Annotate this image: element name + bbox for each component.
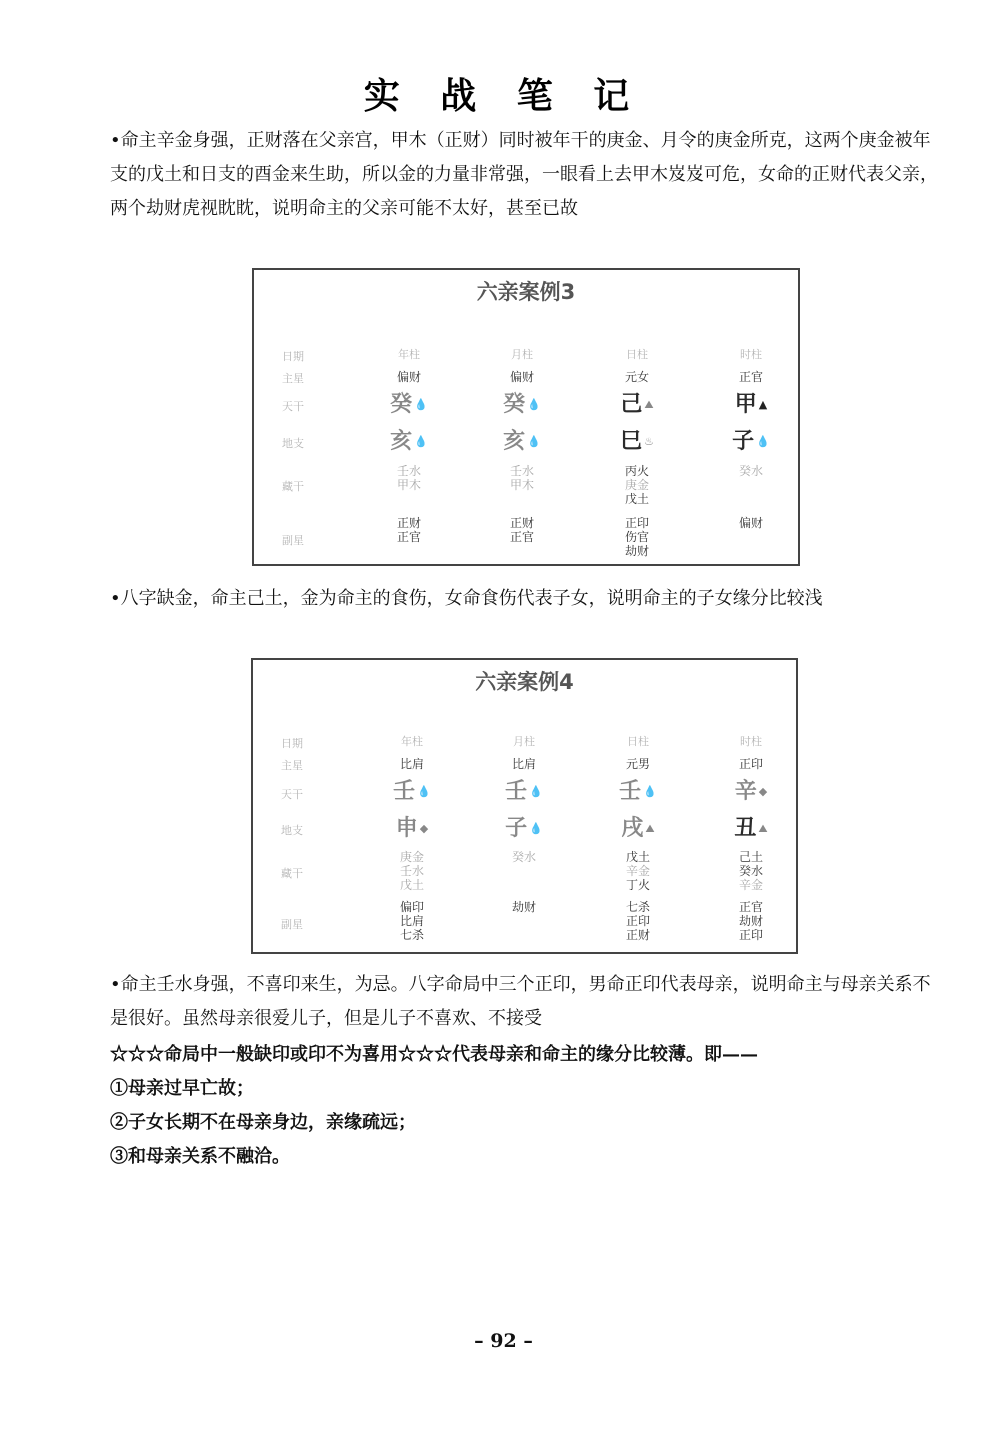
hidden-stem: 壬水 xyxy=(396,464,421,478)
stem-char: 癸 xyxy=(503,392,526,417)
branch-hour xyxy=(706,429,796,455)
branch-char: 戌 xyxy=(621,816,644,841)
branch-char: 申 xyxy=(395,816,418,841)
hidden-stem: 戊土 xyxy=(399,878,424,892)
hidden-stem: 丙火 xyxy=(624,464,649,478)
row-label-stem: 天干 xyxy=(282,400,304,413)
row-label-main-star: 主星 xyxy=(282,372,304,385)
hidden-stem: 己土 xyxy=(738,850,763,864)
sub-stars-month xyxy=(477,516,567,544)
hidden-stem: 丁火 xyxy=(625,878,650,892)
hidden-stem: 癸水 xyxy=(511,850,536,864)
row-label-branch: 地支 xyxy=(281,824,303,837)
metal-icon: ◆ xyxy=(419,822,429,835)
sub-star: 正财 xyxy=(625,928,650,942)
main-star-day: 元女 xyxy=(624,370,649,384)
branch-char: 子 xyxy=(505,816,528,841)
hidden-stem: 辛金 xyxy=(738,878,763,892)
pillar-header-day: 日柱 xyxy=(627,735,649,748)
branch-month xyxy=(477,429,567,455)
water-icon: 💧 xyxy=(414,398,428,411)
stem-char: 壬 xyxy=(505,779,528,804)
pillar-header-month: 月柱 xyxy=(513,735,535,748)
sub-stars-day xyxy=(593,900,683,942)
hidden-stems-hour xyxy=(706,850,796,892)
branch-hour xyxy=(706,816,796,842)
stem-month xyxy=(477,392,567,418)
page-number: – 92 – xyxy=(474,1330,533,1352)
hidden-stem: 庚金 xyxy=(399,850,424,864)
paragraph-children: •八字缺金，命主己土，金为命主的食伤，女命食伤代表子女，说明命主的子女缘分比较浅 xyxy=(110,588,823,609)
pillar-header-month: 月柱 xyxy=(511,348,533,361)
pillar-header-hour: 时柱 xyxy=(740,348,762,361)
branch-month xyxy=(479,816,569,842)
sub-star: 劫财 xyxy=(511,900,536,914)
note-line-3: ②子女长期不在母亲身边，亲缘疏远； xyxy=(110,1112,416,1133)
hidden-stem: 甲木 xyxy=(509,478,534,492)
pillar-header-day: 日柱 xyxy=(626,348,648,361)
sub-stars-hour xyxy=(706,516,796,530)
stem-month xyxy=(479,779,569,805)
stem-day xyxy=(593,779,683,805)
sub-star: 七杀 xyxy=(399,928,424,942)
sub-star: 正印 xyxy=(625,914,650,928)
hidden-stem: 癸水 xyxy=(738,464,763,478)
row-label-date: 日期 xyxy=(281,737,303,750)
stem-char: 壬 xyxy=(619,779,642,804)
row-label-main-star: 主星 xyxy=(281,759,303,772)
note-line-2: ①母亲过早亡故； xyxy=(110,1078,254,1099)
stem-day xyxy=(592,392,682,418)
stem-char: 癸 xyxy=(390,392,413,417)
wood-icon: ▲ xyxy=(758,398,768,411)
row-label-hidden: 藏干 xyxy=(281,867,303,880)
main-star-year: 比肩 xyxy=(399,757,424,771)
stem-hour xyxy=(706,779,796,805)
earth-icon: ⛰ xyxy=(644,398,654,411)
hidden-stems-year xyxy=(367,850,457,892)
sub-star: 偏印 xyxy=(399,900,424,914)
hidden-stem: 戊土 xyxy=(624,492,649,506)
paragraph-father: •命主辛金身强，正财落在父亲宫，甲木（正财）同时被年干的庚金、月令的庚金所克，这两个庚金被年支的戊土和日支的酉金来生助，所以金的力量非常强，一眼看上去甲木岌岌可危，女命的正财代表父亲，两个劫财虎视眈眈，说明命主的父亲可能不太好，甚至已故 xyxy=(110,130,938,219)
row-label-stem: 天干 xyxy=(281,788,303,801)
branch-char: 亥 xyxy=(390,429,413,454)
branch-year xyxy=(367,816,457,842)
sub-star: 比肩 xyxy=(399,914,424,928)
sub-star: 正财 xyxy=(396,516,421,530)
branch-day xyxy=(593,816,683,842)
sub-star: 七杀 xyxy=(625,900,650,914)
hidden-stems-day xyxy=(592,464,682,506)
branch-char: 子 xyxy=(732,429,755,454)
hidden-stems-month xyxy=(479,850,569,864)
pillar-header-hour: 时柱 xyxy=(740,735,762,748)
hidden-stem: 癸水 xyxy=(738,864,763,878)
sub-stars-year xyxy=(367,900,457,942)
row-label-date: 日期 xyxy=(282,350,304,363)
sub-star: 正印 xyxy=(738,928,763,942)
sub-star: 正印 xyxy=(624,516,649,530)
water-icon: 💧 xyxy=(527,435,541,448)
water-icon: 💧 xyxy=(529,822,543,835)
metal-icon: ◆ xyxy=(758,785,768,798)
water-icon: 💧 xyxy=(756,435,770,448)
hidden-stems-hour xyxy=(706,464,796,478)
row-label-sub-star: 副星 xyxy=(282,534,304,547)
paragraph-mother: •命主壬水身强，不喜印来生，为忌。八字命局中三个正印，男命正印代表母亲，说明命主与母亲关系不是很好。虽然母亲很爱儿子，但是儿子不喜欢、不接受 xyxy=(110,974,931,1029)
main-star-year: 偏财 xyxy=(396,370,421,384)
stem-char: 己 xyxy=(620,392,643,417)
water-icon: 💧 xyxy=(643,785,657,798)
page-title: 实 战 笔 记 xyxy=(363,75,644,117)
branch-char: 丑 xyxy=(734,816,757,841)
hidden-stems-day xyxy=(593,850,683,892)
branch-day xyxy=(592,429,682,455)
branch-year xyxy=(364,429,454,455)
row-label-branch: 地支 xyxy=(282,437,304,450)
hidden-stem: 戊土 xyxy=(625,850,650,864)
sub-star: 劫财 xyxy=(738,914,763,928)
main-star-hour: 正印 xyxy=(738,757,763,771)
water-icon: 💧 xyxy=(417,785,431,798)
sub-star: 偏财 xyxy=(738,516,763,530)
water-icon: 💧 xyxy=(529,785,543,798)
note-block xyxy=(110,1038,945,1174)
main-star-month: 偏财 xyxy=(509,370,534,384)
sub-star: 伤官 xyxy=(624,530,649,544)
sub-star: 劫财 xyxy=(624,544,649,558)
hidden-stem: 甲木 xyxy=(396,478,421,492)
hidden-stem: 庚金 xyxy=(624,478,649,492)
hidden-stems-year xyxy=(364,464,454,492)
stem-char: 甲 xyxy=(734,392,757,417)
sub-star: 正官 xyxy=(509,530,534,544)
stem-year xyxy=(364,392,454,418)
row-label-sub-star: 副星 xyxy=(281,918,303,931)
note-line-1: ☆☆☆命局中一般缺印或印不为喜用☆☆☆代表母亲和命主的缘分比较薄。即—— xyxy=(110,1044,758,1065)
stem-hour xyxy=(706,392,796,418)
sub-stars-year xyxy=(364,516,454,544)
water-icon: 💧 xyxy=(414,435,428,448)
earth-icon: ⛰ xyxy=(645,822,655,835)
sub-star: 正财 xyxy=(509,516,534,530)
branch-char: 巳 xyxy=(620,429,643,454)
branch-char: 亥 xyxy=(503,429,526,454)
hidden-stems-month xyxy=(477,464,567,492)
water-icon: 💧 xyxy=(527,398,541,411)
stem-year xyxy=(367,779,457,805)
pillar-header-year: 年柱 xyxy=(398,348,420,361)
pillar-header-year: 年柱 xyxy=(401,735,423,748)
chart-case-3 xyxy=(252,268,800,566)
sub-stars-month xyxy=(479,900,569,914)
row-label-hidden: 藏干 xyxy=(282,480,304,493)
sub-star: 正官 xyxy=(396,530,421,544)
chart-title: 六亲案例3 xyxy=(476,280,576,304)
sub-stars-hour xyxy=(706,900,796,942)
main-star-day: 元男 xyxy=(625,757,650,771)
hidden-stem: 壬水 xyxy=(399,864,424,878)
main-star-hour: 正官 xyxy=(738,370,763,384)
sub-star: 正官 xyxy=(738,900,763,914)
chart-case-4 xyxy=(251,658,798,954)
sub-stars-day xyxy=(592,516,682,558)
hidden-stem: 辛金 xyxy=(625,864,650,878)
main-star-month: 比肩 xyxy=(511,757,536,771)
earth-icon: ⛰ xyxy=(758,822,768,835)
hidden-stem: 壬水 xyxy=(509,464,534,478)
note-line-4: ③和母亲关系不融洽。 xyxy=(110,1146,290,1167)
stem-char: 壬 xyxy=(393,779,416,804)
stem-char: 辛 xyxy=(734,779,757,804)
chart-title: 六亲案例4 xyxy=(475,670,574,694)
fire-icon: ♨ xyxy=(644,435,654,448)
